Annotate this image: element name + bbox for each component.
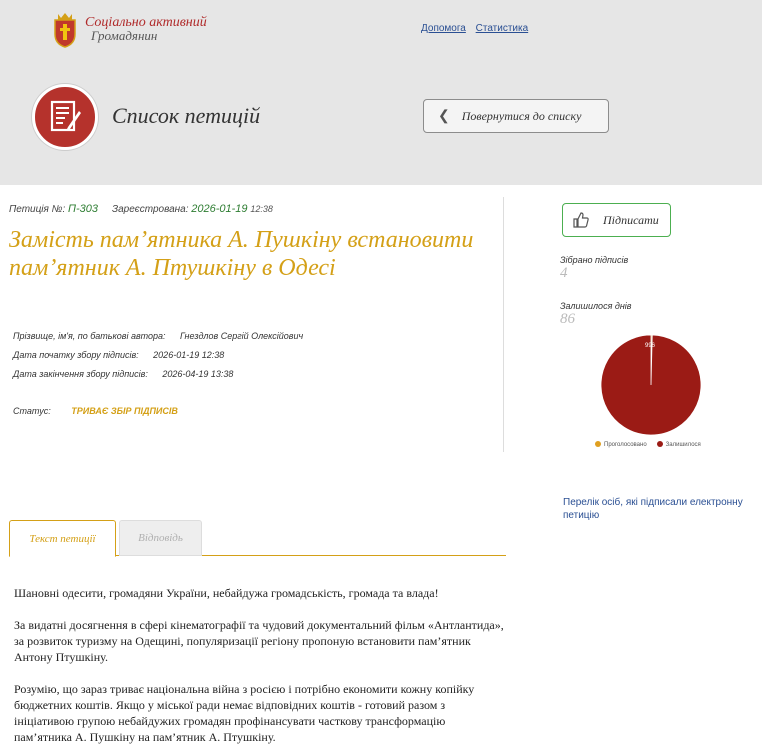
petition-tabs [9,520,506,556]
days-left-label: Залишилося днів [560,301,632,311]
brand-name[interactable] [85,16,207,42]
statistics-link[interactable]: Статистика [475,23,529,34]
thumbs-up-icon [573,212,589,228]
registered-time: 12:38 [250,204,273,214]
signatures-pie-chart [590,333,712,455]
column-divider [503,197,504,452]
end-date-value: 2026-04-19 13:38 [162,369,234,379]
registered-label: Зареєстрована: [111,204,189,215]
legend-voted-label: Проголосовано [604,442,647,448]
signers-list-link[interactable]: Перелік осіб, які підписали електронну петицію [563,497,743,521]
pie-legend [595,441,701,448]
tab-petition-text[interactable]: Текст петиції [9,520,116,557]
petition-list-icon [32,84,98,150]
brand-line2: Громадянин [91,28,158,43]
start-date-value: 2026-01-19 12:38 [153,350,225,360]
author-value: Гнездлов Сергій Олексійович [180,331,304,341]
collected-label: Зібрано підписів [560,255,629,265]
sign-button-label: Підписати [603,212,659,227]
legend-voted[interactable] [595,441,647,448]
petition-meta [9,203,273,215]
end-date-row [13,369,233,379]
petition-number-label: Петиція №: [9,204,66,215]
legend-dot-remaining [657,441,663,447]
author-row [13,331,303,341]
legend-dot-voted [595,441,601,447]
chevron-left-icon: ❮ [438,108,450,124]
pie-slice-1[interactable] [601,335,701,435]
pie-slice-label: 996 [644,343,656,349]
author-label: Прізвище, ім'я, по батькові автора: [13,331,166,341]
end-date-label: Дата закінчення збору підписів: [13,369,148,379]
body-paragraph: За видатні досягнення в сфері кінематографії та чудовий документальний фільм «Антлантида», за розвиток туризму на Одещині, популяризації регіону пропоную встановити пам’ятник Антону Птушкіну. [14,618,504,664]
status-row [13,406,178,416]
petition-title: Замість пам’ятника А. Пушкіну встановити пам’ятник А. Птушкіну в Одесі [9,227,474,281]
body-paragraph: Шановні одесити, громадяни України, небайдужа громадськість, громада та влада! [14,586,439,600]
coat-of-arms-logo[interactable] [52,12,78,48]
days-left-value: 86 [560,311,575,327]
brand-line1: Соціально активний [85,15,207,30]
sign-button[interactable] [562,203,671,237]
help-link[interactable]: Допомога [421,23,466,34]
legend-remaining[interactable] [657,441,701,448]
petition-number: П-303 [68,203,99,215]
top-links [421,23,535,34]
registered-date: 2026-01-19 [191,203,248,215]
header-bar [0,0,762,185]
start-date-label: Дата початку збору підписів: [13,350,139,360]
body-paragraph: Розумію, що зараз триває національна війна з росією і потрібно економити кожну копійку бюджетних коштів. Якщо у міської ради немає відповідних коштів - готовий разом з ініціативою групою небайдужих громадян профінансувати часткову трансформацію пам’ятника А. Пушкіну на пам’ятник А. Птушкіну. [14,682,475,744]
tab-answer[interactable]: Відповідь [119,520,202,556]
page-title: Список петицій [112,103,261,128]
legend-remaining-label: Залишилося [665,442,701,448]
status-label: Статус: [13,406,51,416]
back-to-list-button[interactable] [423,99,609,133]
back-button-label: Повернутися до списку [461,108,582,123]
collected-value: 4 [560,265,568,281]
status-badge: ТРИВАЄ ЗБІР ПІДПИСІВ [71,406,178,416]
start-date-row [13,350,224,360]
petition-body [14,585,504,752]
